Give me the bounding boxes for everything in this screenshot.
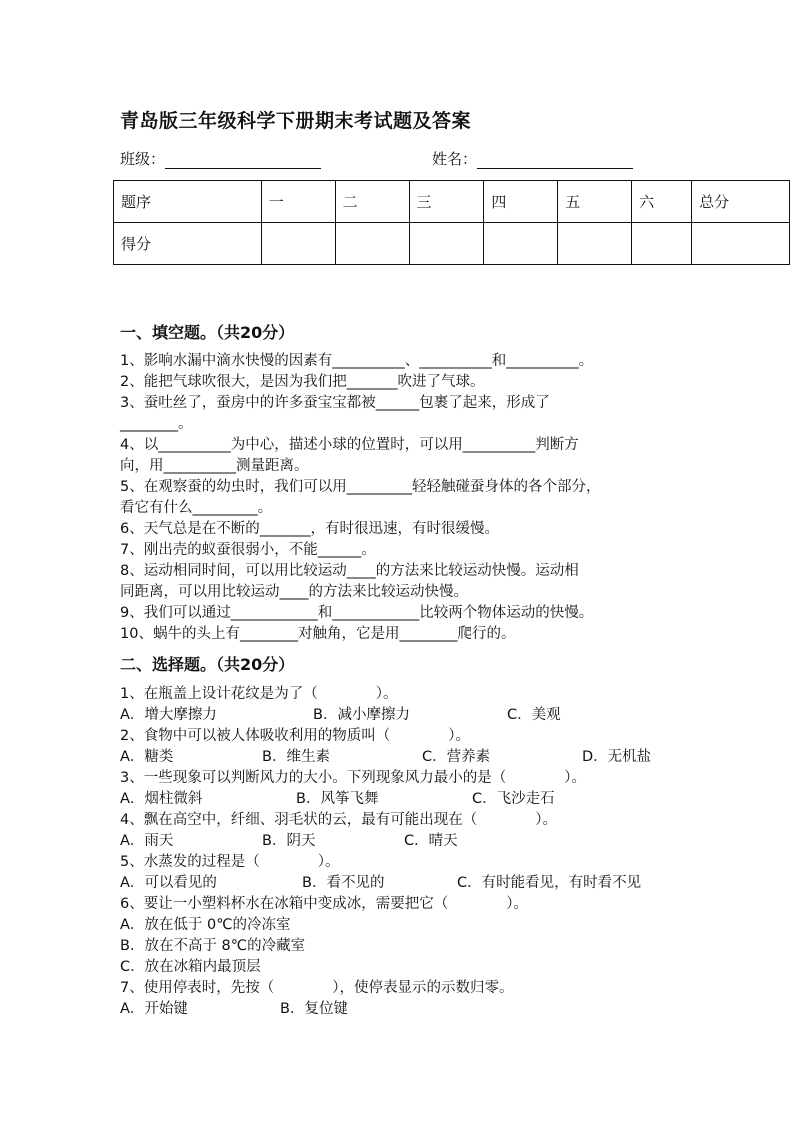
option-a: A．糖类 xyxy=(120,749,174,765)
question-line: 向，用__________测量距离。 xyxy=(120,458,309,474)
header-cell: 一 xyxy=(261,181,335,223)
class-blank xyxy=(165,152,321,169)
option-d: D．无机盐 xyxy=(582,749,652,765)
question-line: 看它有什么_________。 xyxy=(120,500,273,516)
question-text: 1、在瓶盖上设计花纹是为了（ ）。 xyxy=(120,686,398,702)
option-c: C．美观 xyxy=(507,707,561,723)
score-cell xyxy=(335,223,409,265)
class-field xyxy=(120,148,321,169)
option-c: C．晴天 xyxy=(404,833,458,849)
section-heading-choice: 二、选择题。（共20分） xyxy=(120,655,295,674)
question-text: 7、使用停表时，先按（ ），使停表显示的示数归零。 xyxy=(120,980,514,996)
question-text: 4、飘在高空中，纤细、羽毛状的云，最有可能出现在（ ）。 xyxy=(120,812,557,828)
option-b: B．维生素 xyxy=(262,749,330,765)
class-label: 班级： xyxy=(120,150,166,168)
score-cell xyxy=(558,223,632,265)
question-line: ________。 xyxy=(120,416,193,432)
header-cell: 总分 xyxy=(692,181,790,223)
option-b: B．阴天 xyxy=(262,833,316,849)
name-label: 姓名： xyxy=(432,150,478,168)
option-b: B．放在不高于 8℃的冷藏室 xyxy=(120,938,306,954)
score-cell xyxy=(632,223,692,265)
score-cell xyxy=(261,223,335,265)
question-line: 4、以__________为中心，描述小球的位置时，可以用__________判断方 xyxy=(120,437,579,453)
header-cell: 题序 xyxy=(114,181,262,223)
score-cell xyxy=(484,223,558,265)
option-a: A．放在低于 0℃的冷冻室 xyxy=(120,917,291,933)
question-line: 9、我们可以通过____________和____________比较两个物体运动的快慢。 xyxy=(120,605,594,621)
question-line: 3、蚕吐丝了，蚕房中的许多蚕宝宝都被______包裹了起来，形成了 xyxy=(120,395,550,411)
question-line: 8、运动相同时间，可以用比较运动____的方法来比较运动快慢。运动相 xyxy=(120,563,579,579)
option-c: C．放在冰箱内最顶层 xyxy=(120,959,261,975)
question-line: 10、蜗牛的头上有________对触角，它是用________爬行的。 xyxy=(120,626,516,642)
question-text: 5、水蒸发的过程是（ ）。 xyxy=(120,854,340,870)
question-text: 2、食物中可以被人体吸收利用的物质叫（ ）。 xyxy=(120,728,470,744)
header-cell: 三 xyxy=(409,181,484,223)
score-cell xyxy=(692,223,790,265)
option-b: B．减小摩擦力 xyxy=(313,707,410,723)
question-text: 6、要让一小塑料杯水在冰箱中变成冰，需要把它（ ）。 xyxy=(120,896,528,912)
option-a: A．烟柱微斜 xyxy=(120,791,203,807)
name-field xyxy=(432,148,633,169)
row-label-cell: 得分 xyxy=(114,223,262,265)
score-table-header-row xyxy=(114,181,790,223)
question-line: 1、影响水漏中滴水快慢的因素有__________、__________和__________。 xyxy=(120,353,594,369)
section-heading-fill-in: 一、填空题。（共20分） xyxy=(120,323,295,342)
header-cell: 二 xyxy=(335,181,409,223)
option-b: B．风筝飞舞 xyxy=(296,791,379,807)
option-a: A．开始键 xyxy=(120,1001,188,1017)
option-c: C．有时能看见，有时看不见 xyxy=(457,875,642,891)
score-table-row xyxy=(114,223,790,265)
header-cell: 六 xyxy=(632,181,692,223)
option-b: B．看不见的 xyxy=(302,875,385,891)
question-line: 6、天气总是在不断的_______，有时很迅速，有时很缓慢。 xyxy=(120,521,499,537)
question-text: 3、一些现象可以判断风力的大小。下列现象风力最小的是（ ）。 xyxy=(120,770,586,786)
option-c: C．营养素 xyxy=(422,749,491,765)
score-cell xyxy=(409,223,484,265)
score-table xyxy=(113,180,790,265)
option-b: B．复位键 xyxy=(280,1001,348,1017)
question-line: 同距离，可以用比较运动____的方法来比较运动快慢。 xyxy=(120,584,468,600)
option-a: A．可以看见的 xyxy=(120,875,217,891)
name-blank xyxy=(477,152,633,169)
question-line: 2、能把气球吹很大，是因为我们把_______吹进了气球。 xyxy=(120,374,485,390)
question-line: 5、在观察蚕的幼虫时，我们可以用_________轻轻触碰蚕身体的各个部分， xyxy=(120,479,601,495)
option-c: C．飞沙走石 xyxy=(472,791,555,807)
page-title: 青岛版三年级科学下册期末考试题及答案 xyxy=(120,110,472,132)
option-a: A．增大摩擦力 xyxy=(120,707,217,723)
header-cell: 四 xyxy=(484,181,558,223)
header-cell: 五 xyxy=(558,181,632,223)
question-line: 7、刚出壳的蚁蚕很弱小，不能______。 xyxy=(120,542,376,558)
option-a: A．雨天 xyxy=(120,833,174,849)
